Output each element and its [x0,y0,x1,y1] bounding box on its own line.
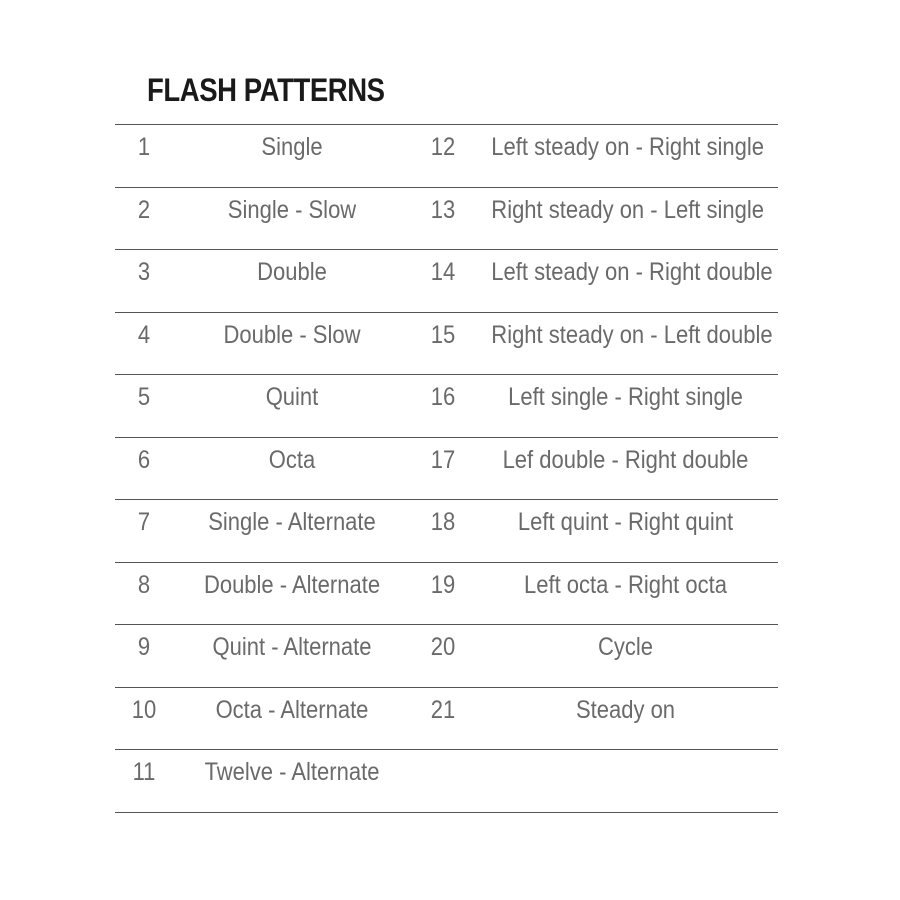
table-row [115,500,778,563]
pattern-name: Octa [268,445,316,474]
pattern-number: 4 [137,320,151,349]
table-row [115,688,778,751]
table-row [115,625,778,688]
pattern-name: Left steady on - Right single [491,133,765,161]
pattern-name: Double - Slow [223,320,361,349]
pattern-number: 17 [430,445,456,474]
table-row [115,313,778,376]
pattern-number: 21 [430,695,456,724]
pattern-name: Right steady on - Left double [491,320,773,349]
pattern-name: Quint [265,383,319,411]
pattern-number: 11 [132,758,156,786]
table-row [115,250,778,313]
pattern-number: 12 [430,133,456,161]
pattern-number: 10 [131,695,157,724]
pattern-number: 6 [137,445,151,474]
pattern-name: Left single - Right single [508,383,743,411]
pattern-name: Lef double - Right double [502,445,749,474]
pattern-number: 7 [137,508,151,536]
pattern-number: 19 [430,570,456,599]
table-row [115,750,778,813]
pattern-number: 5 [137,383,151,411]
pattern-number: 2 [137,195,151,224]
pattern-number: 9 [137,633,151,661]
pattern-name: Right steady on - Left single [491,195,765,224]
pattern-name: Cycle [597,633,653,661]
table-row [115,563,778,626]
pattern-number: 8 [137,570,151,599]
pattern-name: Double [257,258,327,286]
pattern-number: 20 [430,633,456,661]
pattern-name: Single - Alternate [208,508,376,536]
pattern-name: Left quint - Right quint [517,508,734,536]
table-row [115,125,778,188]
pattern-number: 16 [430,383,456,411]
pattern-name: Twelve - Alternate [204,758,380,786]
pattern-name: Left octa - Right octa [523,570,728,599]
pattern-name: Single [261,133,323,161]
table-row [115,375,778,438]
pattern-number: 14 [430,258,456,286]
page-title: FLASH PATTERNS [147,72,385,108]
pattern-number: 15 [430,320,456,349]
pattern-name: Quint - Alternate [212,633,372,661]
pattern-name: Double - Alternate [203,570,381,599]
pattern-name: Left steady on - Right double [491,258,773,286]
pattern-number: 3 [137,258,151,286]
table-row [115,188,778,251]
table-row [115,438,778,501]
pattern-name: Steady on [575,695,676,724]
pattern-number: 13 [430,195,456,224]
pattern-name: Single - Slow [227,195,357,224]
pattern-number: 1 [137,133,151,161]
pattern-number: 18 [430,508,456,536]
flash-patterns-table [115,124,778,813]
pattern-name: Octa - Alternate [215,695,369,724]
